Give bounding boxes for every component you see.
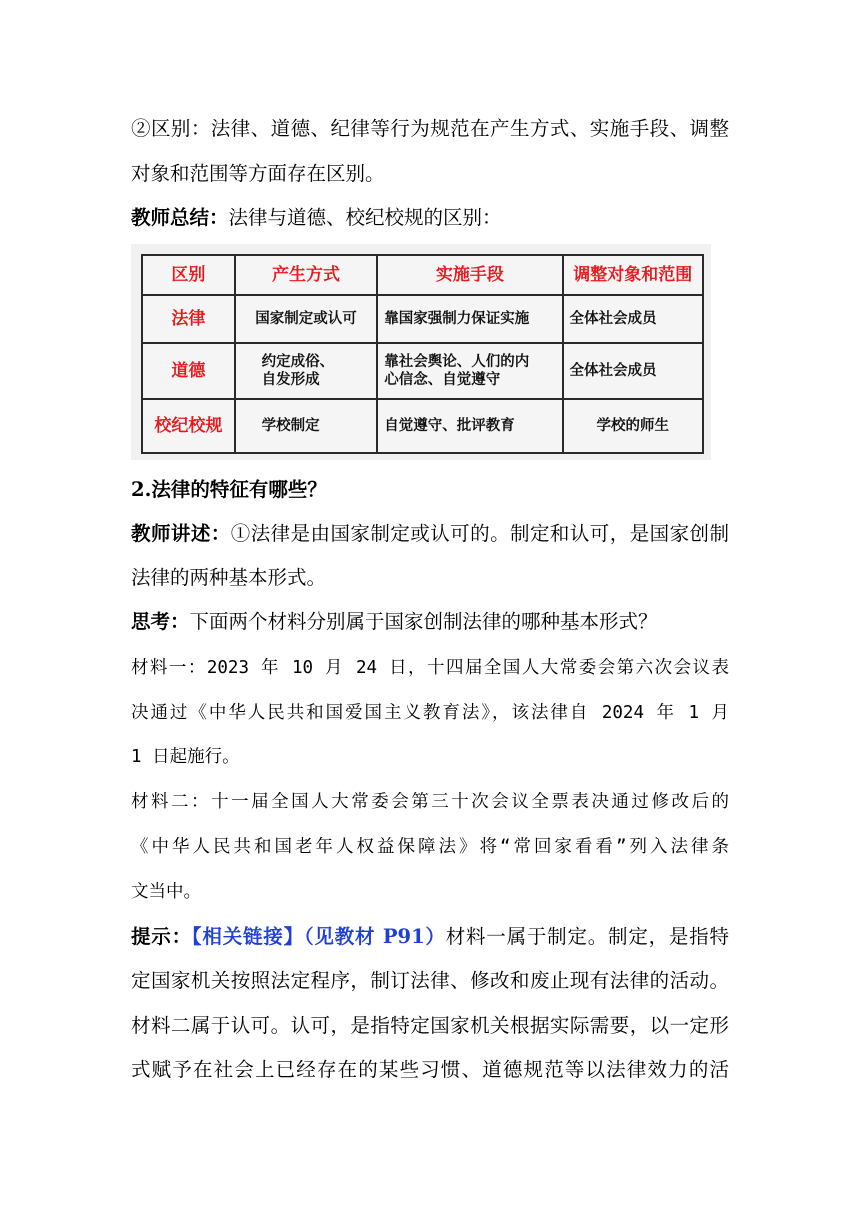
think-label: 思考： bbox=[131, 610, 190, 633]
means-line: 心信念、自觉遵守 bbox=[384, 372, 501, 388]
table-header-row bbox=[142, 255, 703, 295]
scope-cell: 全体社会成员 bbox=[563, 343, 703, 399]
table-row bbox=[142, 399, 703, 453]
origin-cell bbox=[235, 343, 378, 399]
means-cell: 靠国家强制力保证实施 bbox=[377, 295, 562, 343]
comparison-table bbox=[141, 254, 704, 454]
means-line: 靠社会舆论、人们的内 bbox=[384, 354, 530, 370]
teacher-lecture-line1 bbox=[131, 522, 729, 546]
origin-cell: 国家制定或认可 bbox=[235, 295, 378, 343]
teacher-lecture-label: 教师讲述： bbox=[131, 522, 231, 545]
teacher-summary-text: 法律与道德、校纪校规的区别： bbox=[228, 206, 502, 229]
think-text: 下面两个材料分别属于国家创制法律的哪种基本形式？ bbox=[189, 610, 658, 633]
origin-cell: 学校制定 bbox=[235, 399, 378, 453]
hint-label: 提示： bbox=[131, 925, 192, 948]
section-heading: 2.法律的特征有哪些？ bbox=[131, 478, 327, 501]
material1-line3: 1 日起施行。 bbox=[131, 747, 240, 767]
table-header-cell: 产生方式 bbox=[235, 255, 378, 295]
scope-cell: 全体社会成员 bbox=[563, 295, 703, 343]
row-name-cell: 道德 bbox=[142, 343, 235, 399]
hint-line1 bbox=[131, 925, 729, 949]
origin-line: 约定成俗、 bbox=[261, 354, 335, 370]
table-row bbox=[142, 343, 703, 399]
hint-line3: 材料二属于认可。认可，是指特定国家机关根据实际需要，以一定形 bbox=[131, 1014, 729, 1037]
material1-line2: 决通过《中华人民共和国爱国主义教育法》，该法律自 2024 年 1 月 bbox=[131, 703, 729, 723]
table-header-cell: 实施手段 bbox=[377, 255, 562, 295]
material1-line1: 材料一：2023 年 10 月 24 日，十四届全国人大常委会第六次会议表 bbox=[131, 658, 729, 678]
think-question bbox=[131, 610, 658, 634]
hint-line4: 式赋予在社会上已经存在的某些习惯、道德规范等以法律效力的活 bbox=[131, 1058, 729, 1081]
means-cell: 自觉遵守、批评教育 bbox=[377, 399, 562, 453]
material2-line1: 材料二：十一届全国人大常委会第三十次会议全票表决通过修改后的 bbox=[131, 792, 729, 812]
material2-line2: 《中华人民共和国老年人权益保障法》将“常回家看看”列入法律条 bbox=[131, 837, 729, 857]
paragraph-difference-line1: ②区别：法律、道德、纪律等行为规范在产生方式、实施手段、调整 bbox=[131, 117, 729, 140]
hint-line2: 定国家机关按照法定程序，制订法律、修改和废止现有法律的活动。 bbox=[131, 969, 729, 992]
row-name-cell: 校纪校规 bbox=[142, 399, 235, 453]
teacher-lecture-line2: 法律的两种基本形式。 bbox=[131, 566, 327, 589]
table-row bbox=[142, 295, 703, 343]
comparison-table-image bbox=[131, 244, 711, 460]
table-header-cell: 调整对象和范围 bbox=[563, 255, 703, 295]
teacher-lecture-text: ①法律是由国家制定或认可的。制定和认可，是国家创制 bbox=[230, 522, 729, 545]
table-header-cell: 区别 bbox=[142, 255, 235, 295]
teacher-summary bbox=[131, 206, 502, 230]
hint-text: 材料一属于制定。制定，是指特 bbox=[445, 925, 729, 948]
related-link: 【相关链接】（见教材 P91） bbox=[191, 925, 446, 948]
teacher-summary-label: 教师总结： bbox=[131, 206, 229, 229]
means-cell bbox=[377, 343, 562, 399]
scope-cell: 学校的师生 bbox=[563, 399, 703, 453]
row-name-cell: 法律 bbox=[142, 295, 235, 343]
origin-line: 自发形成 bbox=[261, 372, 320, 388]
paragraph-difference-line2: 对象和范围等方面存在区别。 bbox=[131, 162, 385, 185]
material2-line3: 文当中。 bbox=[131, 882, 201, 902]
